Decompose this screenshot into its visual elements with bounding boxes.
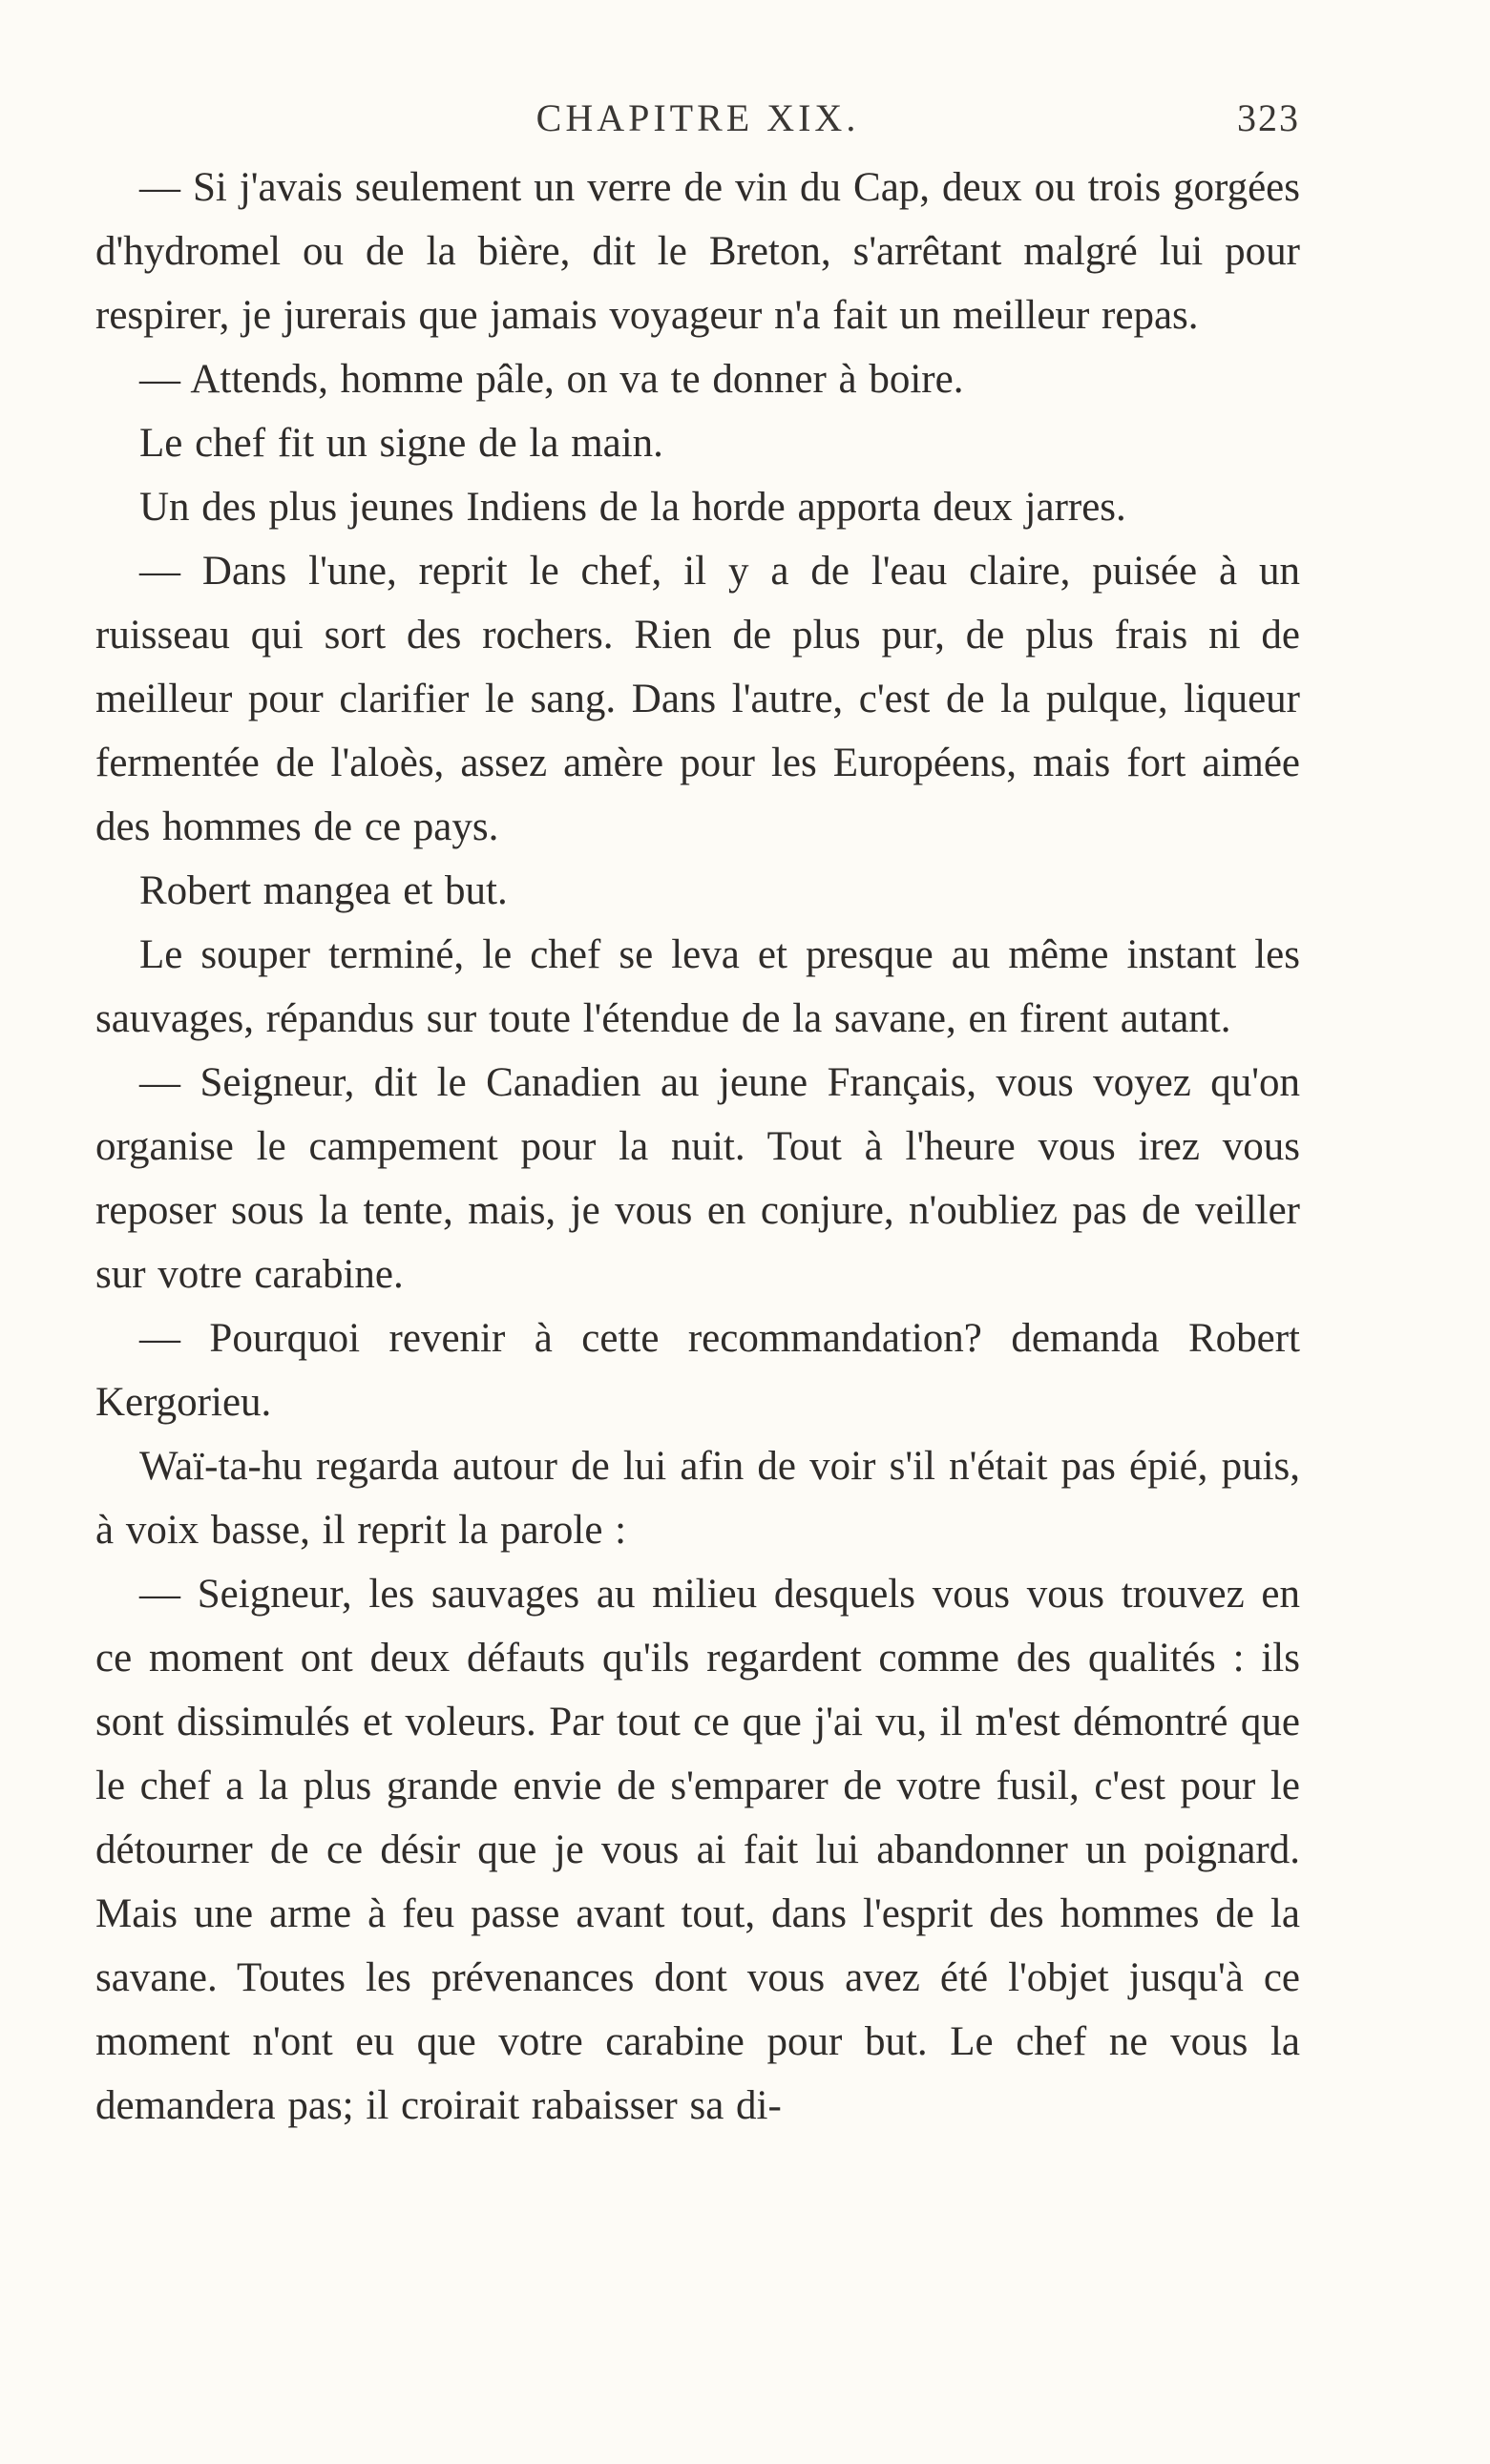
paragraph: — Seigneur, les sauvages au milieu desquels vous vous trouvez en ce moment ont deux défauts qu'ils regardent comme des qualités : ils sont dissimulés et voleurs. Par tout ce que j'ai vu, il m'est démontré que le chef a la plus grande envie de s'emparer de votre fusil, c'est pour le détourner de ce désir que je vous ai fait lui abandonner un poignard. Mais une arme à feu passe avant tout, dans l'esprit des hommes de la savane. Toutes les prévenances dont vous avez été l'objet jusqu'à ce moment n'ont eu que votre carabine pour but. Le chef ne vous la demandera pas; il croirait rabaisser sa di-: [95, 1572, 1300, 2128]
paragraph: Le chef fit un signe de la main.: [139, 421, 663, 466]
paragraph: — Si j'avais seulement un verre de vin du Cap, deux ou trois gorgées d'hydromel ou de la bière, dit le Breton, s'arrêtant malgré lui pour respirer, je jurerais que jamais voyageur n'a fait un meilleur repas.: [95, 165, 1300, 338]
body-text: [95, 156, 1300, 2138]
page-header: [95, 95, 1300, 153]
paragraph: — Seigneur, dit le Canadien au jeune Français, vous voyez qu'on organise le campement pour la nuit. Tout à l'heure vous irez vous reposer sous la tente, mais, je vous en conjure, n'oubliez pas de veiller sur votre carabine.: [95, 1060, 1300, 1297]
paragraph: Robert mangea et but.: [139, 868, 508, 913]
page-number: 323: [1237, 96, 1300, 139]
paragraph: Un des plus jeunes Indiens de la horde apporta deux jarres.: [139, 485, 1126, 530]
paragraph: Waï-ta-hu regarda autour de lui afin de voir s'il n'était pas épié, puis, à voix basse, il reprit la parole :: [95, 1444, 1300, 1553]
running-title: CHAPITRE XIX.: [535, 96, 860, 139]
paragraph: — Attends, homme pâle, on va te donner à boire.: [139, 357, 964, 402]
paragraph: — Pourquoi revenir à cette recommandation? demanda Robert Kergorieu.: [95, 1316, 1300, 1425]
paragraph: — Dans l'une, reprit le chef, il y a de l'eau claire, puisée à un ruisseau qui sort des rochers. Rien de plus pur, de plus frais ni de meilleur pour clarifier le sang. Dans l'autre, c'est de la pulque, liqueur fermentée de l'aloès, assez amère pour les Européens, mais fort aimée des hommes de ce pays.: [95, 549, 1300, 849]
paragraph: Le souper terminé, le chef se leva et presque au même instant les sauvages, répandus sur toute l'étendue de la savane, en firent autant.: [95, 932, 1300, 1041]
